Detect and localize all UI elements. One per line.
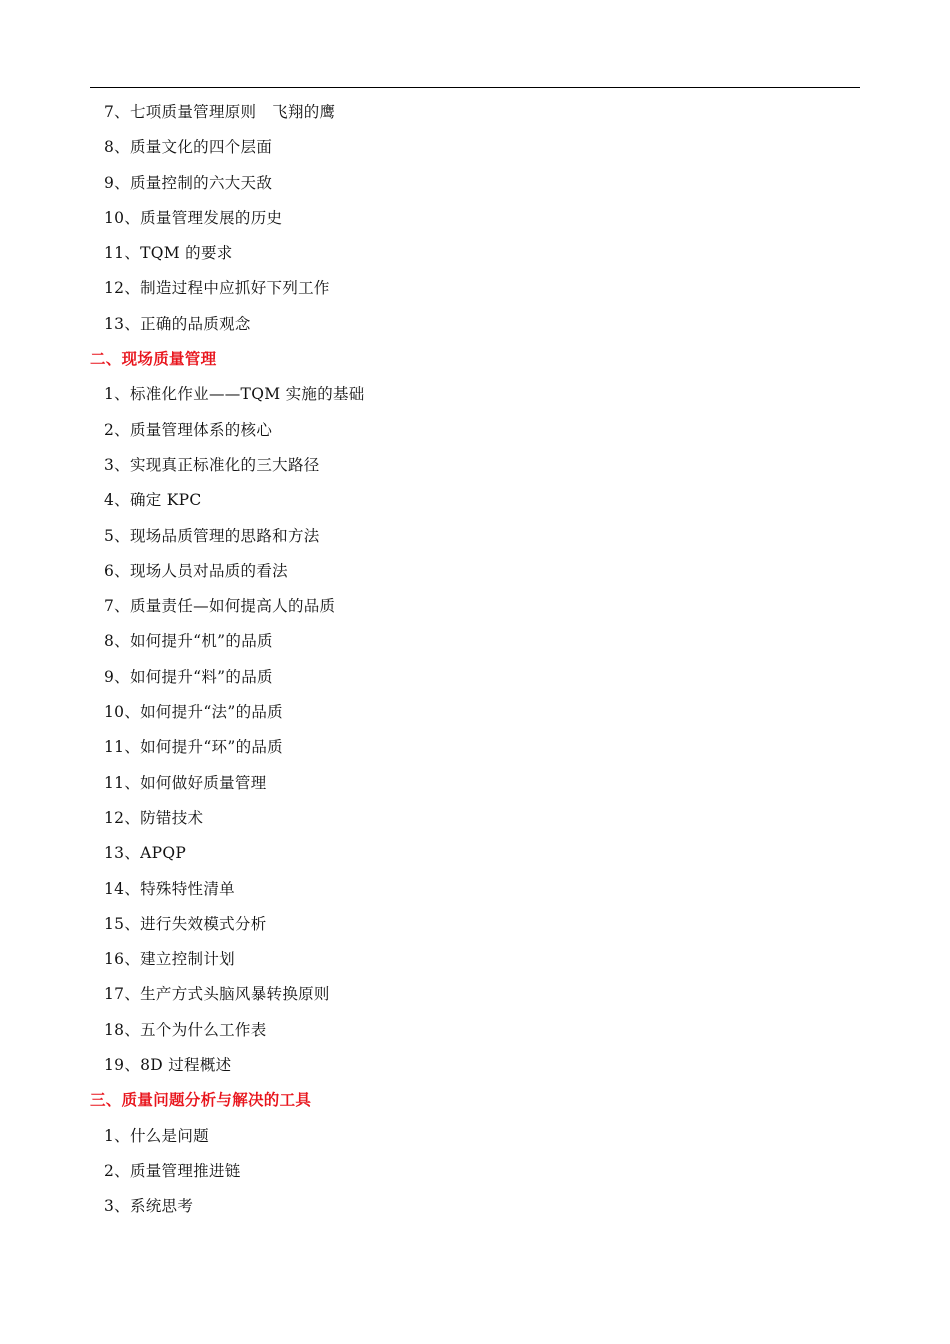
list-item: 11、TQM 的要求	[104, 244, 233, 263]
list-item: 11、如何提升“环”的品质	[104, 738, 283, 757]
header-rule	[90, 87, 860, 88]
list-item: 3、实现真正标准化的三大路径	[104, 455, 320, 474]
list-item: 3、系统思考	[104, 1197, 194, 1216]
list-item: 7、七项质量管理原则 飞翔的鹰	[104, 103, 336, 121]
list-item: 12、防错技术	[104, 808, 204, 827]
section-2-list	[0, 377, 950, 1083]
list-item: 6、现场人员对品质的看法	[104, 561, 288, 580]
list-item: 2、质量管理推进链	[104, 1161, 241, 1180]
list-item: 15、进行失效模式分析	[104, 914, 267, 933]
list-item: 9、质量控制的六大天敌	[104, 173, 273, 192]
list-item: 9、如何提升“料”的品质	[104, 667, 273, 686]
list-item: 7、质量责任—如何提高人的品质	[104, 597, 336, 616]
document-body	[0, 95, 950, 1225]
list-item: 10、如何提升“法”的品质	[104, 703, 283, 722]
list-item: 2、质量管理体系的核心	[104, 420, 273, 439]
section-3-list	[0, 1119, 950, 1225]
list-item: 19、8D 过程概述	[104, 1056, 232, 1075]
list-item: 4、确定 KPC	[104, 491, 202, 510]
list-item: 1、标准化作业——TQM 实施的基础	[104, 385, 365, 404]
list-item: 14、特殊特性清单	[104, 879, 235, 898]
section-1-list	[0, 95, 950, 342]
list-item: 10、质量管理发展的历史	[104, 208, 283, 227]
list-item: 11、如何做好质量管理	[104, 773, 267, 792]
list-item: 1、什么是问题	[104, 1126, 209, 1145]
list-item: 12、制造过程中应抓好下列工作	[104, 279, 330, 298]
list-item: 16、建立控制计划	[104, 950, 235, 969]
list-item: 8、如何提升“机”的品质	[104, 632, 273, 651]
section-heading-problem-solving-tools: 三、质量问题分析与解决的工具	[90, 1091, 312, 1110]
list-item: 18、五个为什么工作表	[104, 1020, 267, 1039]
list-item: 5、现场品质管理的思路和方法	[104, 526, 320, 545]
list-item: 13、APQP	[104, 844, 187, 863]
section-heading-onsite-quality: 二、现场质量管理	[90, 350, 217, 369]
list-item: 13、正确的品质观念	[104, 314, 251, 333]
list-item: 17、生产方式头脑风暴转换原则	[104, 985, 330, 1004]
list-item: 8、质量文化的四个层面	[104, 138, 273, 157]
